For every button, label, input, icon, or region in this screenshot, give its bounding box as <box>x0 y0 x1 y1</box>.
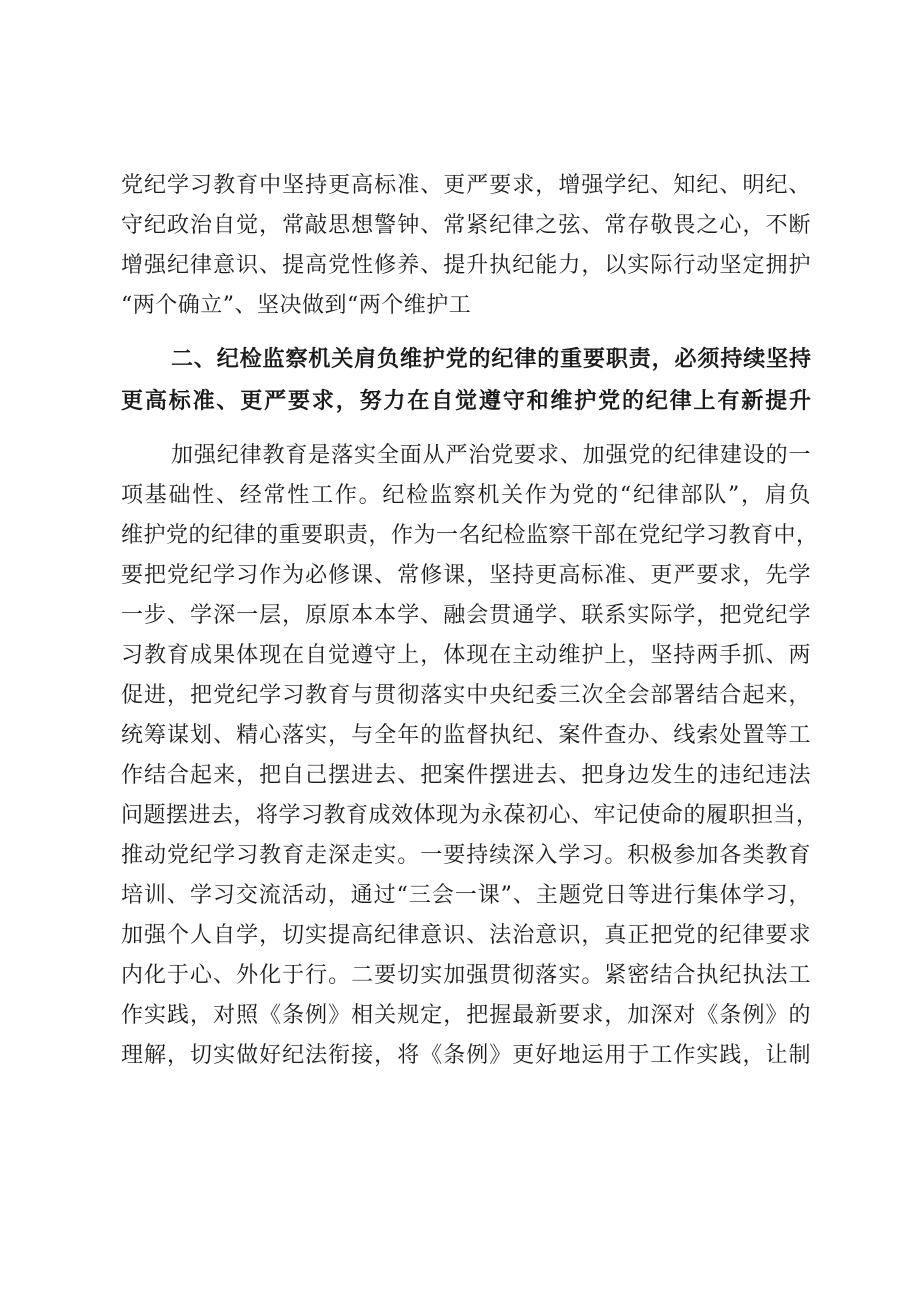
paragraph-line: 问题摆进去，将学习教育成效体现为永葆初心、牢记使命的履职担当， <box>121 803 819 828</box>
paragraph-line: 守纪政治自觉，常敲思想警钟、常紧纪律之弦、常存敬畏之心，不断 <box>121 213 811 238</box>
paragraph-line: 一步、学深一层，原原本本学、融会贯通学、联系实际学，把党纪学 <box>121 603 811 628</box>
paragraph-line: “两个确立”、坚决做到“两个维护工 <box>121 293 472 318</box>
paragraph-line: 加强纪律教育是落实全面从严治党要求、加强党的纪律建设的一 <box>171 443 811 468</box>
paragraph-line: 内化于心、外化于行。二要切实加强贯彻落实。紧密结合执纪执法工 <box>121 963 811 988</box>
paragraph-line: 党纪学习教育中坚持更高标准、更严要求，增强学纪、知纪、明纪、 <box>121 173 811 198</box>
paragraph-line: 促进，把党纪学习教育与贯彻落实中央纪委三次全会部署结合起来， <box>121 683 811 708</box>
paragraph-line: 作实践，对照《条例》相关规定，把握最新要求，加深对《条例》的 <box>121 1003 811 1028</box>
paragraph-line: 增强纪律意识、提高党性修养、提升执纪能力，以实际行动坚定拥护 <box>121 253 811 278</box>
paragraph-line: 作结合起来，把自己摆进去、把案件摆进去、把身边发生的违纪违法 <box>121 763 811 788</box>
paragraph-line: 维护党的纪律的重要职责，作为一名纪检监察干部在党纪学习教育中， <box>121 523 819 548</box>
paragraph-line: 推动党纪学习教育走深走实。一要持续深入学习。积极参加各类教育 <box>121 843 811 868</box>
paragraph-line: 项基础性、经常性工作。纪检监察机关作为党的“纪律部队”，肩负 <box>121 483 811 508</box>
paragraph-line: 统筹谋划、精心落实，与全年的监督执纪、案件查办、线索处置等工 <box>121 723 811 748</box>
paragraph-line: 习教育成果体现在自觉遵守上，体现在主动维护上，坚持两手抓、两 <box>121 643 811 668</box>
section-heading-line: 更高标准、更严要求，努力在自觉遵守和维护党的纪律上有新提升 <box>121 389 811 414</box>
paragraph-line: 加强个人自学，切实提高纪律意识、法治意识，真正把党的纪律要求 <box>121 923 811 948</box>
paragraph-line: 要把党纪学习作为必修课、常修课，坚持更高标准、更严要求，先学 <box>121 563 811 588</box>
section-heading-line: 二、纪检监察机关肩负维护党的纪律的重要职责，必须持续坚持 <box>171 347 811 372</box>
paragraph-line: 理解，切实做好纪法衔接，将《条例》更好地运用于工作实践，让制 <box>121 1043 811 1068</box>
paragraph-line: 培训、学习交流活动，通过“三会一课”、主题党日等进行集体学习， <box>121 883 811 908</box>
